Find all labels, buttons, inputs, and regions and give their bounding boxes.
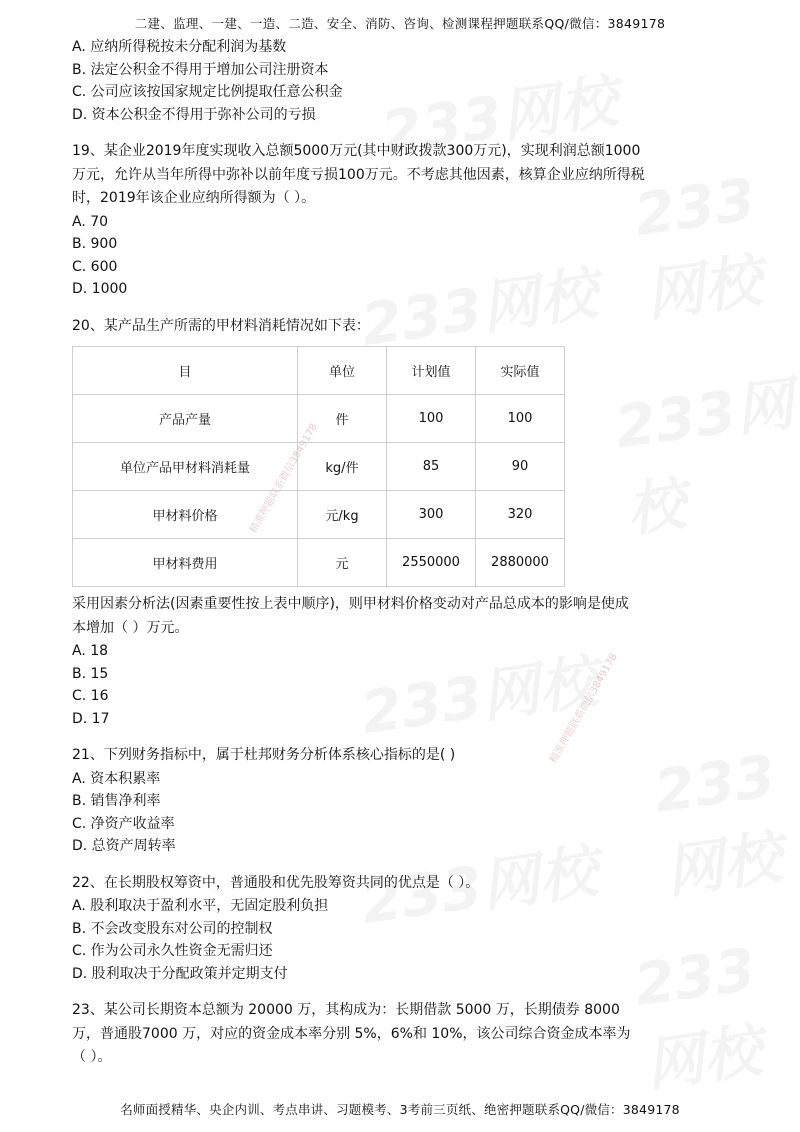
option: B. 销售净利率: [72, 793, 161, 809]
table-cell: 件: [298, 395, 387, 443]
question-stem: （ ）。: [72, 1049, 112, 1065]
table-cell: 元: [298, 539, 387, 587]
table-header-cell: 单位: [298, 347, 387, 395]
option: C. 16: [72, 688, 109, 704]
option: B. 法定公积金不得用于增加公司注册资本: [72, 61, 329, 78]
option: B. 15: [72, 665, 109, 682]
question-stem: 20、某产品生产所需的甲材料消耗情况如下表：: [72, 317, 370, 334]
document-body: [72, 36, 732, 1070]
table-header-row: [73, 347, 565, 395]
option: B. 不会改变股东对公司的控制权: [72, 920, 273, 937]
question-stem: 本增加（ ）万元。: [72, 619, 189, 636]
table-cell: 2550000: [387, 539, 476, 587]
option: A. 资本积累率: [72, 770, 161, 787]
table-row: [73, 491, 565, 539]
table-header-cell: 目: [73, 347, 298, 395]
question-22: [72, 872, 732, 986]
watermark-side-text: 精准押题联系微信3849178: [248, 421, 320, 536]
table-cell: 100: [476, 395, 565, 443]
table-cell: 单位产品甲材料消耗量: [73, 443, 298, 491]
table-cell: 甲材料费用: [73, 539, 298, 587]
option: B. 900: [72, 236, 118, 252]
option: A. 70: [72, 213, 109, 230]
option: D. 总资产周转率: [72, 838, 176, 854]
page-footer: 名师面授精华、央企内训、考点串讲、习题模考、3考前三页纸、绝密押题联系QQ/微信：3849178: [120, 1102, 680, 1117]
table-cell: 2880000: [476, 539, 565, 587]
option: A. 应纳所得税按未分配利润为基数: [72, 39, 287, 55]
question-21: [72, 744, 732, 858]
option: D. 17: [72, 710, 110, 727]
question-stem: 21、下列财务指标中，属于杜邦财务分析体系核心指标的是( ): [72, 747, 456, 763]
question-stem: 23、某公司长期资本总额为 20000 万，其构成为：长期借款 5000 万，长期债券 8000: [72, 1002, 620, 1018]
material-table: [72, 346, 565, 587]
prev-question-options: [72, 36, 732, 126]
table-cell: 85: [387, 443, 476, 491]
table-cell: kg/件: [298, 443, 387, 491]
question-stem: 采用因素分析法(因素重要性按上表中顺序)，则甲材料价格变动对产品总成本的影响是使成: [72, 596, 629, 612]
table-cell: 产品产量: [73, 395, 298, 443]
table-row: [73, 395, 565, 443]
option: C. 公司应该按国家规定比例提取任意公积金: [72, 84, 343, 100]
watermark-side-text: 精准押题联系微信3849178: [548, 651, 620, 766]
table-row: [73, 539, 565, 587]
question-stem: 22、在长期股权筹资中，普通股和优先股筹资共同的优点是（ ）。: [72, 874, 480, 891]
table-cell: 320: [476, 491, 565, 539]
question-stem: 万元，允许从当年所得中弥补以前年度亏损100万元。不考虑其他因素，核算企业应纳所得税: [72, 166, 645, 183]
option: C. 净资产收益率: [72, 815, 175, 832]
page-header: 二建、监理、一建、一造、二造、安全、消防、咨询、检测课程押题联系QQ/微信：3849178: [134, 16, 666, 31]
question-stem: 19、某企业2019年度实现收入总额5000万元(其中财政拨款300万元)，实现利润总额1000: [72, 143, 641, 159]
option: D. 股利取决于分配政策并定期支付: [72, 965, 288, 982]
option: C. 600: [72, 258, 118, 275]
option: D. 1000: [72, 281, 128, 297]
table-header-cell: 计划值: [387, 347, 476, 395]
table-cell: 元/kg: [298, 491, 387, 539]
table-header-cell: 实际值: [476, 347, 565, 395]
option: A. 18: [72, 643, 109, 659]
question-23: [72, 999, 732, 1070]
option: D. 资本公积金不得用于弥补公司的亏损: [72, 106, 316, 123]
table-cell: 100: [387, 395, 476, 443]
table-cell: 90: [476, 443, 565, 491]
table-cell: 300: [387, 491, 476, 539]
option: A. 股利取决于盈利水平，无固定股利负担: [72, 898, 329, 914]
question-20: [72, 315, 732, 731]
question-19: [72, 140, 732, 301]
table-row: [73, 443, 565, 491]
table-cell: 甲材料价格: [73, 491, 298, 539]
question-stem: 时，2019年该企业应纳所得额为（ ）。: [72, 190, 316, 206]
option: C. 作为公司永久性资金无需归还: [72, 943, 273, 959]
question-stem: 万，普通股7000 万，对应的资金成本率分别 5%，6%和 10%，该公司综合资金成本率为: [72, 1025, 631, 1042]
